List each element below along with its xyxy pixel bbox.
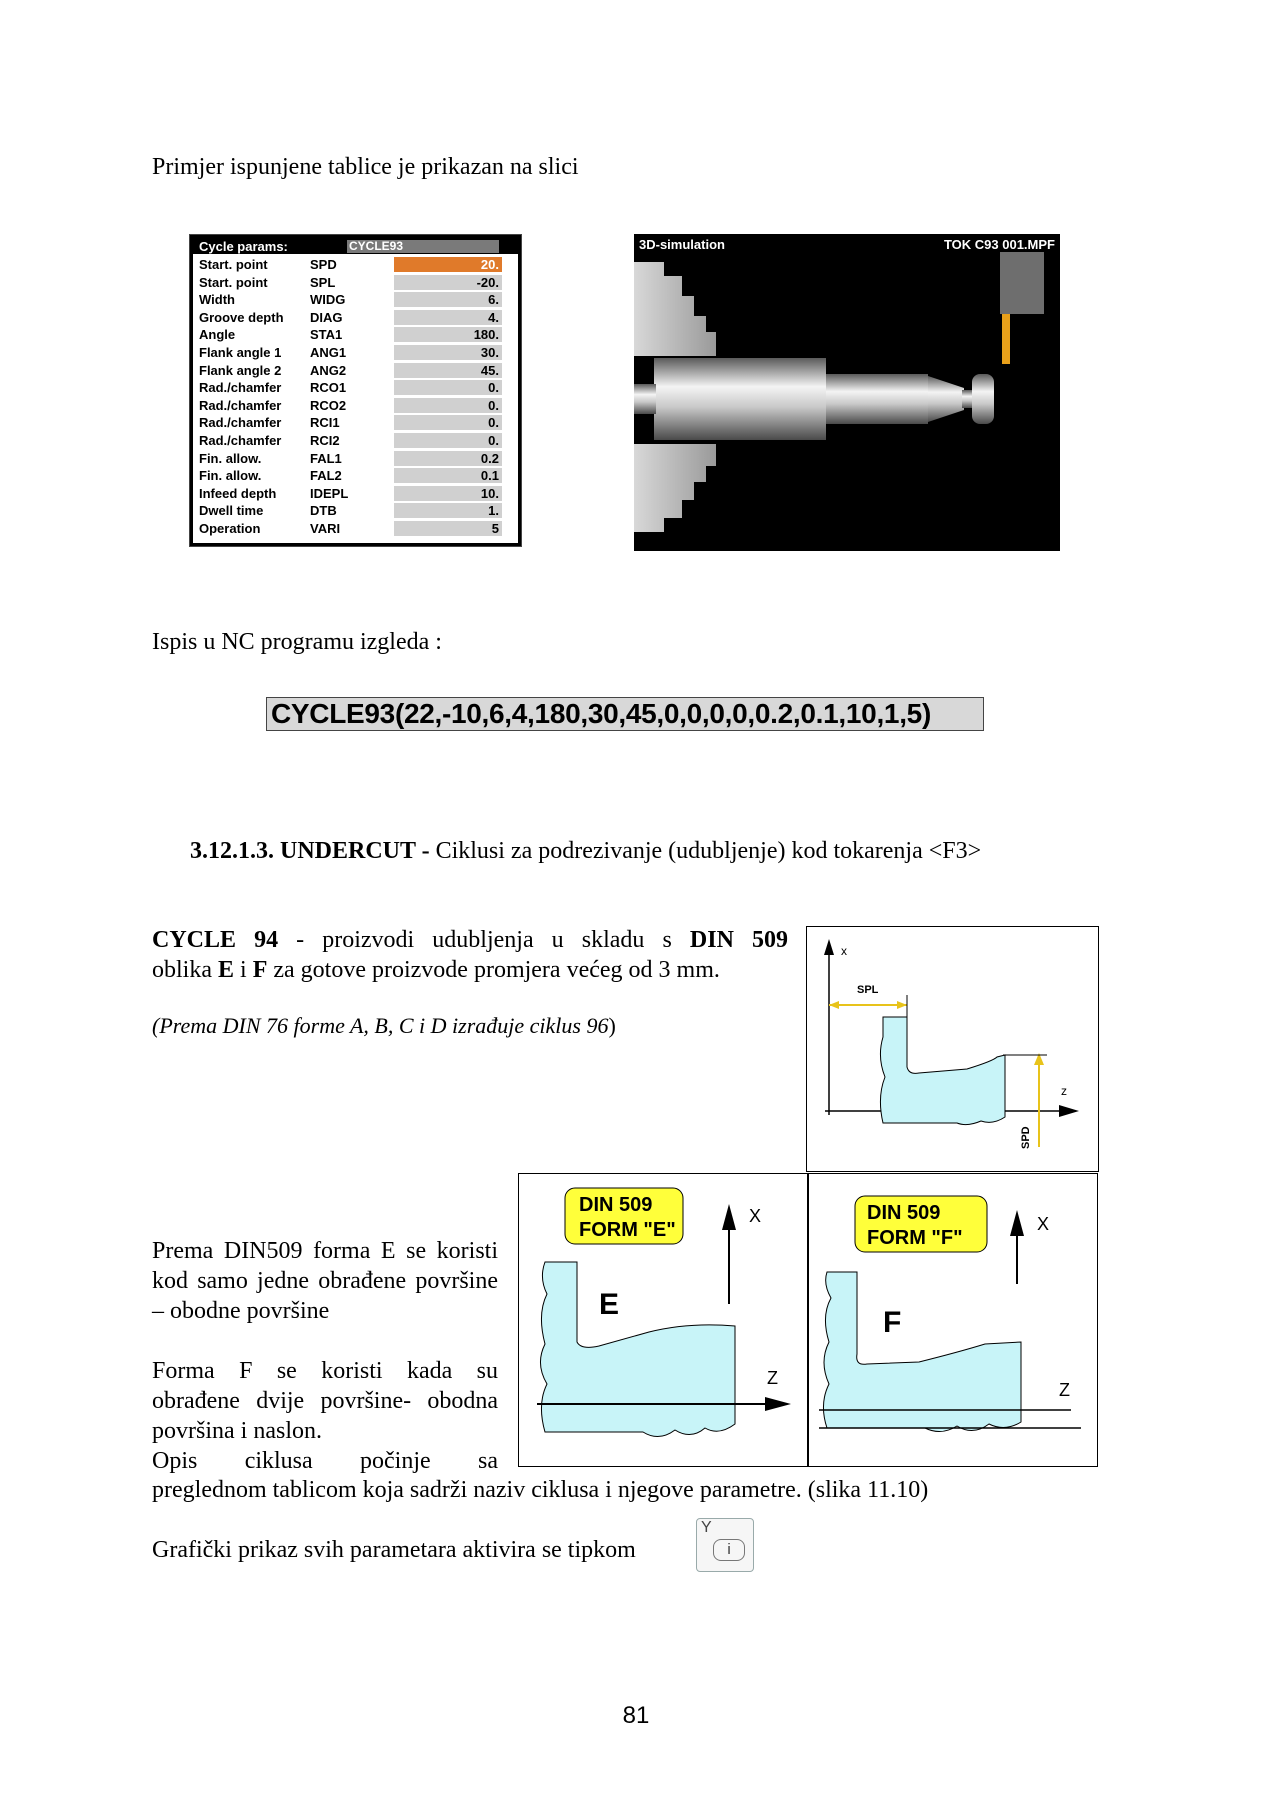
intro-text: Primjer ispunjene tablice je prikazan na slici (152, 154, 579, 180)
cycle94-din: DIN 509 (689, 927, 789, 953)
form-f-line2: FORM "F" (867, 1227, 963, 1249)
simulation-graphic (634, 234, 1060, 551)
cycle-params-title: Cycle params: (199, 239, 288, 254)
cycle-param-row (193, 362, 518, 380)
cycle-param-value[interactable]: 0. (394, 380, 502, 395)
cycle-param-label: Start. point (199, 274, 268, 290)
cycle94-line2-a: oblika (152, 957, 218, 983)
cycle-param-code: DIAG (310, 309, 343, 325)
form-f-z-label: Z (1059, 1380, 1070, 1400)
cycle-params-header (193, 238, 518, 254)
cycle-param-label: Operation (199, 521, 261, 536)
cycle-param-label: Rad./chamfer (199, 415, 282, 431)
cycle-param-value[interactable]: 20. (394, 257, 502, 272)
cycle94-line1 (152, 925, 788, 955)
cycle-param-code: ANG1 (310, 345, 347, 360)
form-e-x-label: X (749, 1206, 762, 1226)
form-e-line1: DIN 509 (579, 1194, 653, 1216)
cycle-param-label: Rad./chamfer (199, 380, 282, 396)
cycle-name-field: CYCLE93 (347, 240, 499, 253)
cycle-param-label: Angle (199, 327, 236, 343)
cycle94-note-close: ) (608, 1013, 616, 1038)
cycle94-note-italic: (Prema DIN 76 forme A, B, C i D izrađuje ciklus 96 (152, 1013, 609, 1038)
cycle-param-code: RCO1 (310, 380, 347, 396)
cycle-param-row (193, 432, 518, 450)
opis-line2: preglednom tablicom koja sadrži naziv ciklusa i njegove parametre. (slika 11.10) (152, 1477, 929, 1503)
section-number: 3.12.1.3. (190, 838, 274, 864)
simulation-3d-view (634, 234, 1060, 551)
cycle-param-code: RCI1 (310, 415, 340, 431)
opis-line1: Opis ciklusa počinje sa (152, 1448, 498, 1474)
nc-code-line: CYCLE93(22,-10,6,4,180,30,45,0,0,0,0,0.2,0.1,10,1,5) (266, 697, 984, 731)
cycle-param-code: FAL1 (310, 450, 342, 466)
form-f-letter: F (883, 1306, 902, 1339)
cycle-param-code: SPD (310, 257, 337, 272)
cycle-param-code: RCI2 (310, 433, 340, 448)
form-e-letter: E (599, 1288, 620, 1321)
cycle-param-label: Flank angle 1 (199, 345, 282, 360)
cycle-params-panel (189, 234, 522, 547)
cycle-param-label: Groove depth (199, 309, 284, 325)
nc-intro-text: Ispis u NC programu izgleda : (152, 629, 442, 655)
cycle-param-value[interactable]: 180. (394, 327, 502, 342)
page-number: 81 (622, 1702, 650, 1729)
cycle-param-row (193, 379, 518, 397)
key-top-label: Y (701, 1519, 712, 1536)
cycle-param-code: WIDG (310, 292, 346, 308)
cycle-param-label: Start. point (199, 257, 268, 272)
cycle-param-row (193, 485, 518, 503)
cycle94-note (152, 1011, 788, 1041)
cycle94-line2-e: E (218, 957, 235, 983)
cycle-param-code: DTB (310, 503, 337, 519)
cycle-param-label: Width (199, 292, 235, 308)
cycle-param-value[interactable]: 0. (394, 398, 502, 413)
cycle-param-value[interactable]: -20. (394, 275, 502, 290)
cycle-param-row (193, 309, 518, 327)
cycle-param-code: SPL (310, 274, 336, 290)
cycle94-line2-f: F (252, 957, 268, 983)
cycle-param-row (193, 291, 518, 309)
cycle-param-value[interactable]: 4. (394, 310, 502, 325)
spl-x-label: x (841, 944, 847, 958)
section-title-bold: UNDERCUT - (280, 838, 430, 864)
section-heading (190, 836, 981, 866)
form-f-paragraph: Forma F se koristi kada su obrađene dvije površine- obodna površina i naslon. (152, 1358, 498, 1444)
cycle-param-code: FAL2 (310, 468, 342, 484)
cycle-param-value[interactable]: 0.2 (394, 451, 502, 466)
form-e-z-label: Z (767, 1368, 778, 1388)
cycle-param-value[interactable]: 0. (394, 433, 502, 448)
cycle-param-code: VARI (310, 521, 341, 536)
cycle-param-label: Fin. allow. (199, 450, 262, 466)
cycle94-line1-mid: - proizvodi udubljenja u skladu s (278, 927, 690, 953)
spl-z-label: z (1061, 1084, 1067, 1098)
cycle-param-code: RCO2 (310, 397, 347, 413)
cycle-param-label: Infeed depth (199, 485, 277, 501)
cycle-param-row (193, 397, 518, 415)
cycle-param-label: Flank angle 2 (199, 362, 282, 378)
cycle-param-row (193, 344, 518, 362)
cycle-param-label: Fin. allow. (199, 468, 262, 484)
form-e-diagram (518, 1173, 808, 1467)
simulation-title: 3D-simulation (639, 237, 725, 252)
cycle-param-row (193, 520, 518, 538)
cycle94-line2 (152, 955, 788, 985)
form-e-line2: FORM "E" (579, 1219, 676, 1241)
cycle-param-row (193, 274, 518, 292)
cycle-param-row (193, 326, 518, 344)
form-f-x-label: X (1037, 1214, 1050, 1234)
spd-label: SPD (1020, 1126, 1032, 1149)
form-e-paragraph: Prema DIN509 forma E se koristi kod samo jedne obrađene površine – obodne površine (152, 1238, 498, 1324)
cycle94-line2-b: i (234, 957, 253, 983)
cycle94-line2-c: za gotove proizvode promjera većeg od 3 mm. (267, 957, 720, 983)
cycle-param-value[interactable]: 6. (394, 292, 502, 307)
cycle-param-value[interactable]: 5 (394, 521, 502, 536)
cycle-param-label: Rad./chamfer (199, 397, 282, 413)
cycle-param-code: ANG2 (310, 362, 347, 378)
cycle-param-label: Rad./chamfer (199, 433, 282, 448)
cycle-param-row (193, 502, 518, 520)
cycle-param-label: Dwell time (199, 503, 264, 519)
cycle-param-value[interactable]: 10. (394, 486, 502, 501)
cycle-param-value[interactable]: 45. (394, 363, 502, 378)
cycle-param-row (193, 414, 518, 432)
cycle-param-value[interactable]: 1. (394, 503, 502, 518)
cycle94-description (152, 925, 788, 1041)
cycle-param-row (193, 467, 518, 485)
form-f-line1: DIN 509 (867, 1202, 941, 1224)
key-info-icon: i (713, 1539, 745, 1561)
section-title-rest: Ciklusi za podrezivanje (udubljenje) kod tokarenja <F3> (429, 838, 982, 864)
spl-label: SPL (857, 984, 879, 996)
cycle-param-value[interactable]: 0.1 (394, 468, 502, 483)
cycle-param-value[interactable]: 0. (394, 415, 502, 430)
cycle94-name: CYCLE 94 (152, 927, 279, 953)
cycle-param-code: STA1 (310, 327, 343, 343)
cycle-param-code: IDEPL (310, 485, 349, 501)
cycle-param-value[interactable]: 30. (394, 345, 502, 360)
cycle-param-row (193, 450, 518, 468)
cycle-param-row (193, 256, 518, 274)
form-f-diagram (808, 1173, 1098, 1467)
info-key-button[interactable] (696, 1518, 754, 1572)
simulation-status: TOK C93 001.MPF (943, 237, 1055, 252)
graficki-text: Grafički prikaz svih parametara aktivira se tipkom (152, 1537, 636, 1563)
spl-spd-diagram (806, 926, 1099, 1172)
